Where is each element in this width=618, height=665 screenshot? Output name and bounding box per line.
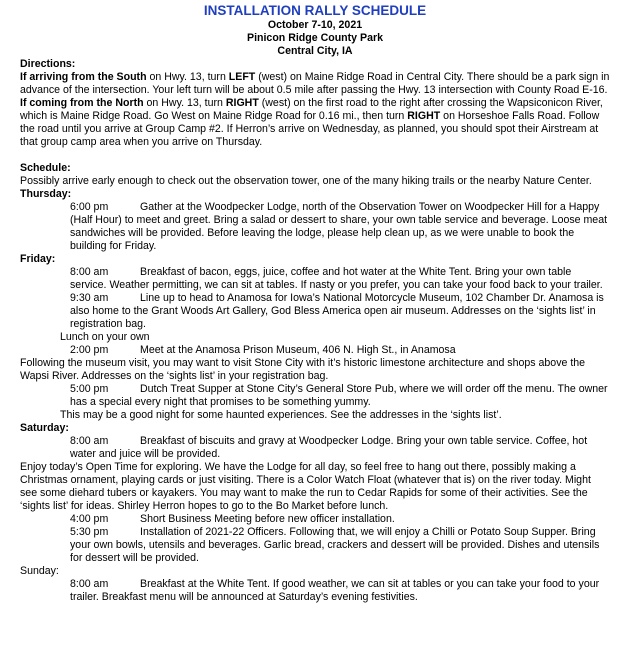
event-text: Line up to head to Anamosa for Iowa’s National Motorcycle Museum, 102 Chamber Dr. Anamosa is also home to the Grant Woods Art Gallery, God Bless America open air museum. Addresses on the ‘sights list’ in registration bag.: [70, 292, 604, 330]
event-time: 9:30 am: [70, 292, 109, 304]
sunday-label: Sunday:: [20, 565, 59, 577]
friday-lunch-note: Lunch on your own: [60, 331, 150, 343]
friday-event: [20, 266, 610, 292]
friday-stone-city-note: Following the museum visit, you may want to visit Stone City with it’s historic limestone architecture and shops above the Wapsi River. Addresses on the ‘sights list’ in your registration bag.: [20, 357, 586, 382]
directions-label: Directions:: [20, 58, 76, 70]
thursday-event: [20, 201, 610, 253]
event-text: Short Business Meeting before new officer installation.: [140, 513, 395, 525]
directions-text: on Horseshoe Falls Road. Follow the road until you arrive at Group Camp #2. If Herron’s arrive on Wednesday, as planned, you should spot their Airstream at that group camp area when you arrive on Thursday.: [20, 110, 600, 148]
event-time: 2:00 pm: [70, 344, 109, 356]
spacer: [20, 149, 610, 162]
directions-left: LEFT: [228, 71, 256, 83]
event-time: 8:00 am: [70, 266, 109, 278]
schedule-label: Schedule:: [20, 162, 71, 174]
event-location: Central City, IA: [277, 45, 353, 57]
event-text: Breakfast of bacon, eggs, juice, coffee and hot water at the White Tent. Bring your own table service. Weather permitting, we can sit at tables. If nasty or you prefer, you can take your food back to your trailer.: [70, 266, 603, 291]
event-text: Dutch Treat Supper at Stone City’s General Store Pub, where we will order off the menu. The owner has a special every night that promises to be something yummy.: [70, 383, 608, 408]
saturday-event: [20, 513, 610, 526]
event-text: Meet at the Anamosa Prison Museum, 406 N. High St., in Anamosa: [140, 344, 456, 356]
directions-paragraph: [20, 71, 610, 149]
event-dates: October 7-10, 2021: [267, 19, 363, 31]
directions-south-lead: If arriving from the South: [20, 71, 147, 83]
event-time: 5:00 pm: [70, 383, 109, 395]
friday-label: Friday:: [20, 253, 56, 265]
event-text: Breakfast of biscuits and gravy at Woodpecker Lodge. Bring your own table service. Coffee, hot water and juice will be provided.: [70, 435, 588, 460]
directions-text: on Hwy. 13, turn: [143, 97, 226, 109]
friday-event: [20, 292, 610, 331]
event-time: 8:00 am: [70, 435, 109, 447]
directions-text: (west) on the first road to the right after crossing the Wapsiconicon River, which is Maine Ridge Road. Go West on Maine Ridge Road for 0.16 mi., then turn: [20, 97, 603, 122]
friday-event: [20, 344, 610, 357]
event-time: 5:30 pm: [70, 526, 109, 538]
directions-right-2: RIGHT: [407, 110, 441, 122]
directions-right: RIGHT: [225, 97, 259, 109]
event-time: 8:00 am: [70, 578, 109, 590]
event-text: Installation of 2021-22 Officers. Following that, we will enjoy a Chilli or Potato Soup Supper. Bring your own bowls, utensils and beverages. Garlic bread, crackers and dessert will be provided. Dishes and utensils for dessert will be provided.: [70, 526, 600, 564]
saturday-event: [20, 526, 610, 565]
saturday-open-time-note: Enjoy today’s Open Time for exploring. We have the Lodge for all day, so feel free to hang out there, possibly making a Christmas ornament, playing cards or just visiting. There is a Color Watch Float (whatever that is) on the river today. Might see some diehard tubers or kayakers. You may want to make the run to Cedar Rapids for some of their activities. See the ‘sights list’ for ideas. Shirley Herron hopes to go to the Bo Market before lunch.: [20, 461, 591, 512]
directions-text: (west) on Maine Ridge Road in Central City. There should be a park sign in advance of the intersection. Your left turn will be about 0.5 mile after passing the Hwy. 13 intersection with County Road E-16.: [20, 71, 610, 96]
thursday-label: Thursday:: [20, 188, 72, 200]
directions-north-lead: If coming from the North: [20, 97, 144, 109]
event-venue: Pinicon Ridge County Park: [247, 32, 383, 44]
schedule-intro: Possibly arrive early enough to check out the observation tower, one of the many hiking trails or the nearby Nature Center.: [20, 175, 592, 187]
event-time: 4:00 pm: [70, 513, 109, 525]
document-title: INSTALLATION RALLY SCHEDULE: [203, 3, 427, 18]
saturday-event: [20, 435, 610, 461]
sunday-event: [20, 578, 610, 604]
event-text: Gather at the Woodpecker Lodge, north of the Observation Tower on Woodpecker Hill for a Happy (Half Hour) to meet and greet. Bring a salad or dessert to share, your own table service and beverage. Loose meat sandwiches will be provided. Before leaving the lodge, please help clean up, as we were unable to book the building for Friday.: [70, 201, 608, 252]
saturday-label: Saturday:: [20, 422, 69, 434]
directions-text: on Hwy. 13, turn: [146, 71, 229, 83]
friday-event: [20, 383, 610, 409]
friday-haunted-note: This may be a good night for some haunted experiences. See the addresses in the ‘sights list’.: [60, 409, 502, 421]
event-time: 6:00 pm: [70, 201, 109, 213]
event-text: Breakfast at the White Tent. If good weather, we can sit at tables or you can take your food to your trailer. Breakfast menu will be announced at Saturday’s evening festivities.: [70, 578, 600, 603]
